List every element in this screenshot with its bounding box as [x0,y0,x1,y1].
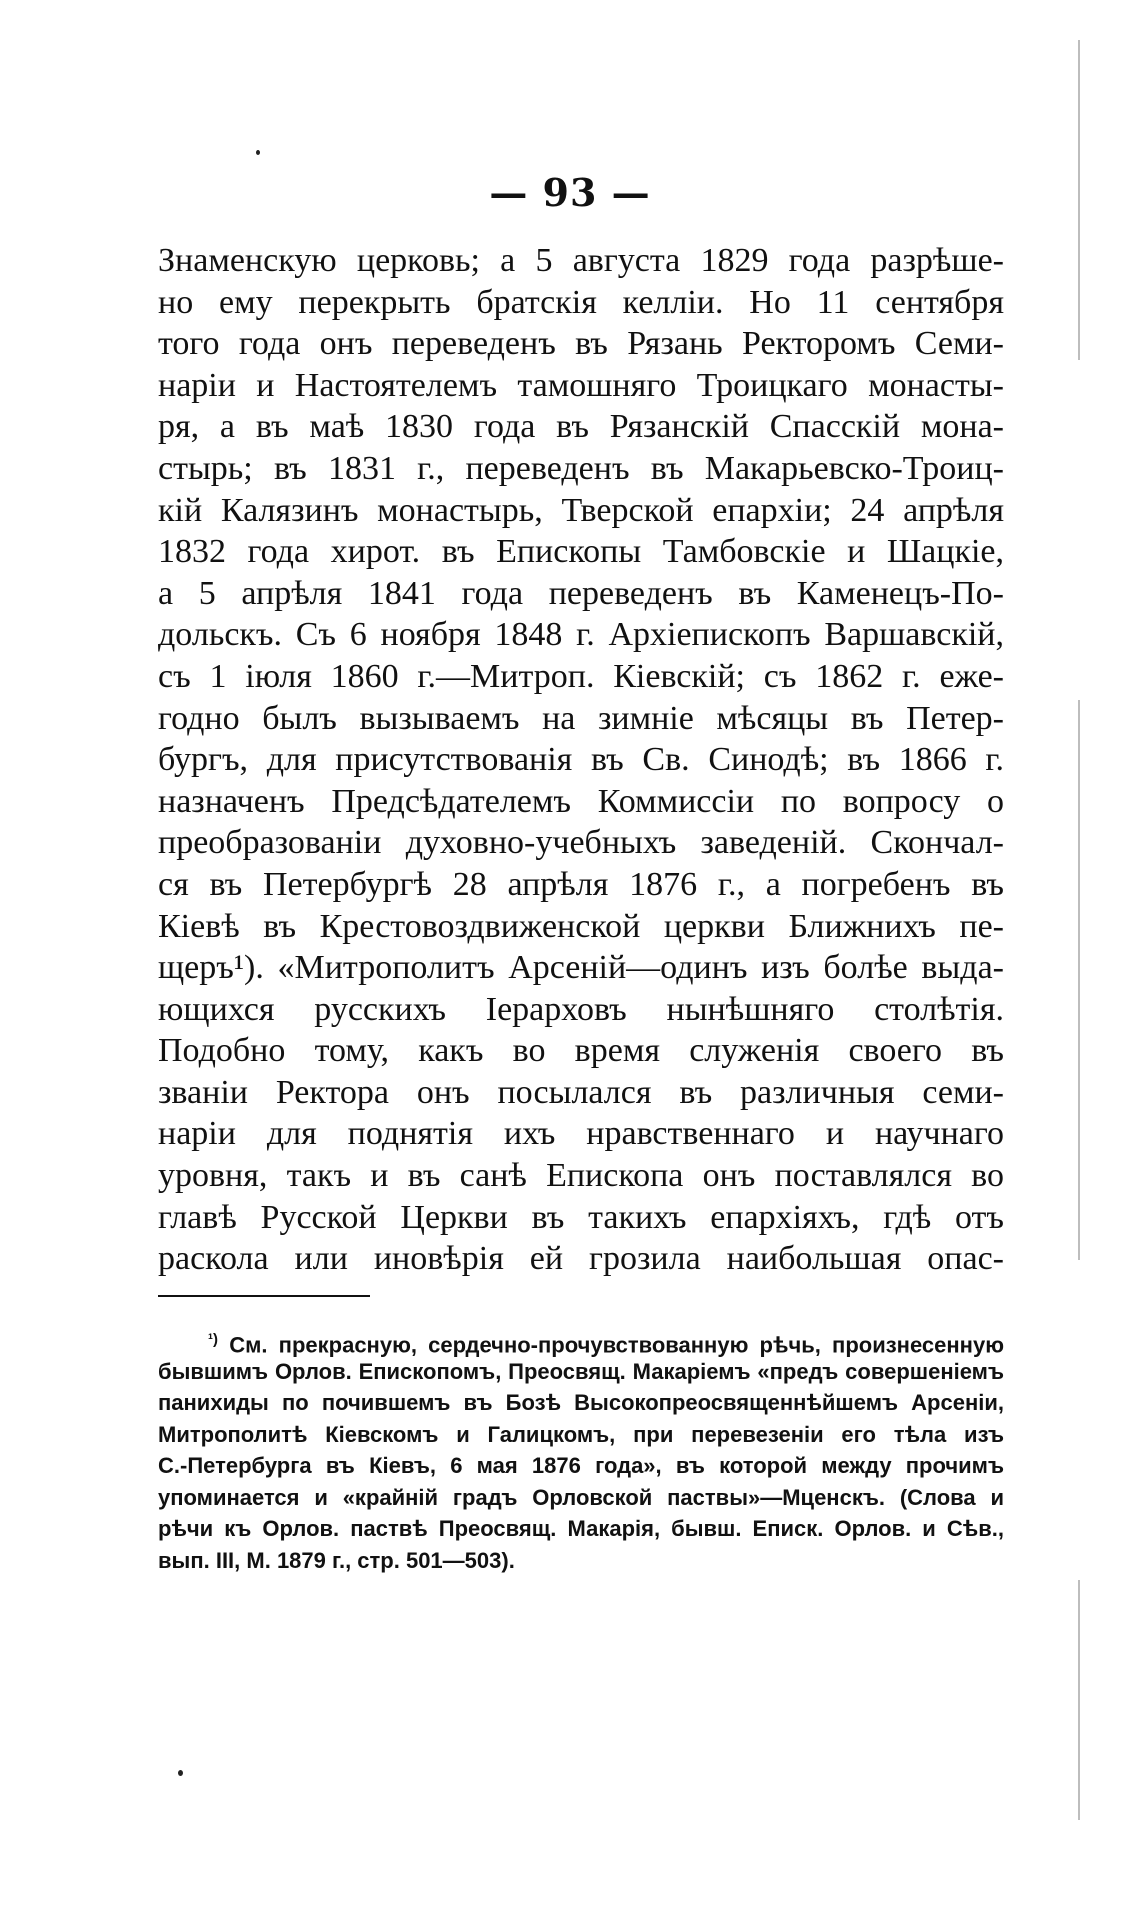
text-line: дольскъ. Съ 6 ноября 1848 г. Архіепископъ Варшавскій, [158,616,1004,654]
text-line: Кіевѣ въ Крестовоздвиженской церкви Ближнихъ пе- [158,907,1004,945]
text-line: преобразованіи духовно-учебныхъ заведеній. Скончал- [158,824,1004,862]
page-number: — 93 — [489,170,651,215]
footnote-line: Митрополитѣ Кіевскомъ и Галицкомъ, при перевезеніи его тѣла изъ [158,1421,1004,1447]
footnote-line: С.-Петербурга въ Кіевъ, 6 мая 1876 года», въ которой между прочимъ [158,1453,1004,1478]
footnote-mark: ¹) [208,1331,218,1348]
text-line: а 5 апрѣля 1841 года переведенъ въ Каменецъ-По- [158,574,1004,612]
text-line: того года онъ переведенъ въ Рязань Ректоромъ Семи- [158,325,1004,363]
text-line: 1832 года хирот. въ Епископы Тамбовскіе и Шацкіе, [158,533,1004,571]
text-line: ющихся русскихъ Іерарховъ нынѣшняго столѣтія. [158,990,1004,1028]
text-line: званіи Ректора онъ посылался въ различныя семи- [158,1073,1004,1111]
text-line: Знаменскую церковь; а 5 августа 1829 года разрѣше- [158,242,1004,279]
footnote-separator [158,1295,370,1297]
text-line: годно былъ вызываемъ на зимніе мѣсяцы въ Петер- [158,699,1004,737]
footnote-line: упоминается и «крайній градъ Орловской паствы»—Мценскъ. (Слова и [158,1484,1004,1510]
text-line: стырь; въ 1831 г., переведенъ въ Макарьевско-Троиц- [158,449,1004,487]
text-line: съ 1 іюля 1860 г.—Митроп. Кіевскій; съ 1862 г. еже- [158,657,1004,695]
text-line: Подобно тому, какъ во время служенія своего въ [158,1032,1004,1070]
text-line: главѣ Русской Церкви въ такихъ епархіяхъ, гдѣ отъ [158,1198,1004,1236]
ink-speck [256,150,260,155]
text-line: ря, а въ маѣ 1830 года въ Рязанскій Спасскій мона- [158,408,1004,446]
text-line: назначенъ Предсѣдателемъ Коммиссіи по вопросу о [158,782,1004,820]
footnote-text: См. прекрасную, сердечно-прочувствованную рѣчь, произнесенную [229,1332,1004,1358]
text-line: уровня, такъ и въ санѣ Епископа онъ поставлялся во [158,1157,1004,1195]
text-line: раскола или иновѣрія ей грозила наибольшая опас- [158,1240,1004,1278]
page-edge-shadow [1078,1580,1080,1820]
text-line: но ему перекрыть братскія келліи. Но 11 сентября [158,283,1004,321]
footnote-line [158,1324,1004,1356]
text-line: кій Калязинъ монастырь, Тверской епархіи; 24 апрѣля [158,491,1004,529]
footnote-line: бывшимъ Орлов. Епископомъ, Преосвящ. Макаріемъ «предъ совершеніемъ [158,1358,1004,1384]
body-text [158,240,1004,1280]
text-line: наріи для поднятія ихъ нравственнаго и научнаго [158,1115,1004,1153]
footnote-line: рѣчи къ Орлов. паствѣ Преосвящ. Макарія, бывш. Еписк. Орлов. и Сѣв., [158,1516,1004,1541]
page-edge-shadow [1078,700,1080,1260]
text-line: бургъ, для присутствованія въ Св. Синодѣ; въ 1866 г. [158,741,1004,779]
text-line: наріи и Настоятелемъ тамошняго Троицкаго монасты- [158,366,1004,404]
text-line: щеръ¹). «Митрополитъ Арсеній—одинъ изъ болѣе выда- [158,949,1004,987]
text-line: ся въ Петербургѣ 28 апрѣля 1876 г., а погребенъ въ [158,865,1004,903]
page-edge-shadow [1078,40,1080,360]
footnote-line: вып. III, М. 1879 г., стр. 501—503). [158,1547,515,1573]
footnote-line: панихиды по почившемъ въ Бозѣ Высокопреосвященнѣйшемъ Арсеніи, [158,1390,1004,1415]
ink-speck [178,1770,183,1776]
footnote [158,1324,1004,1576]
